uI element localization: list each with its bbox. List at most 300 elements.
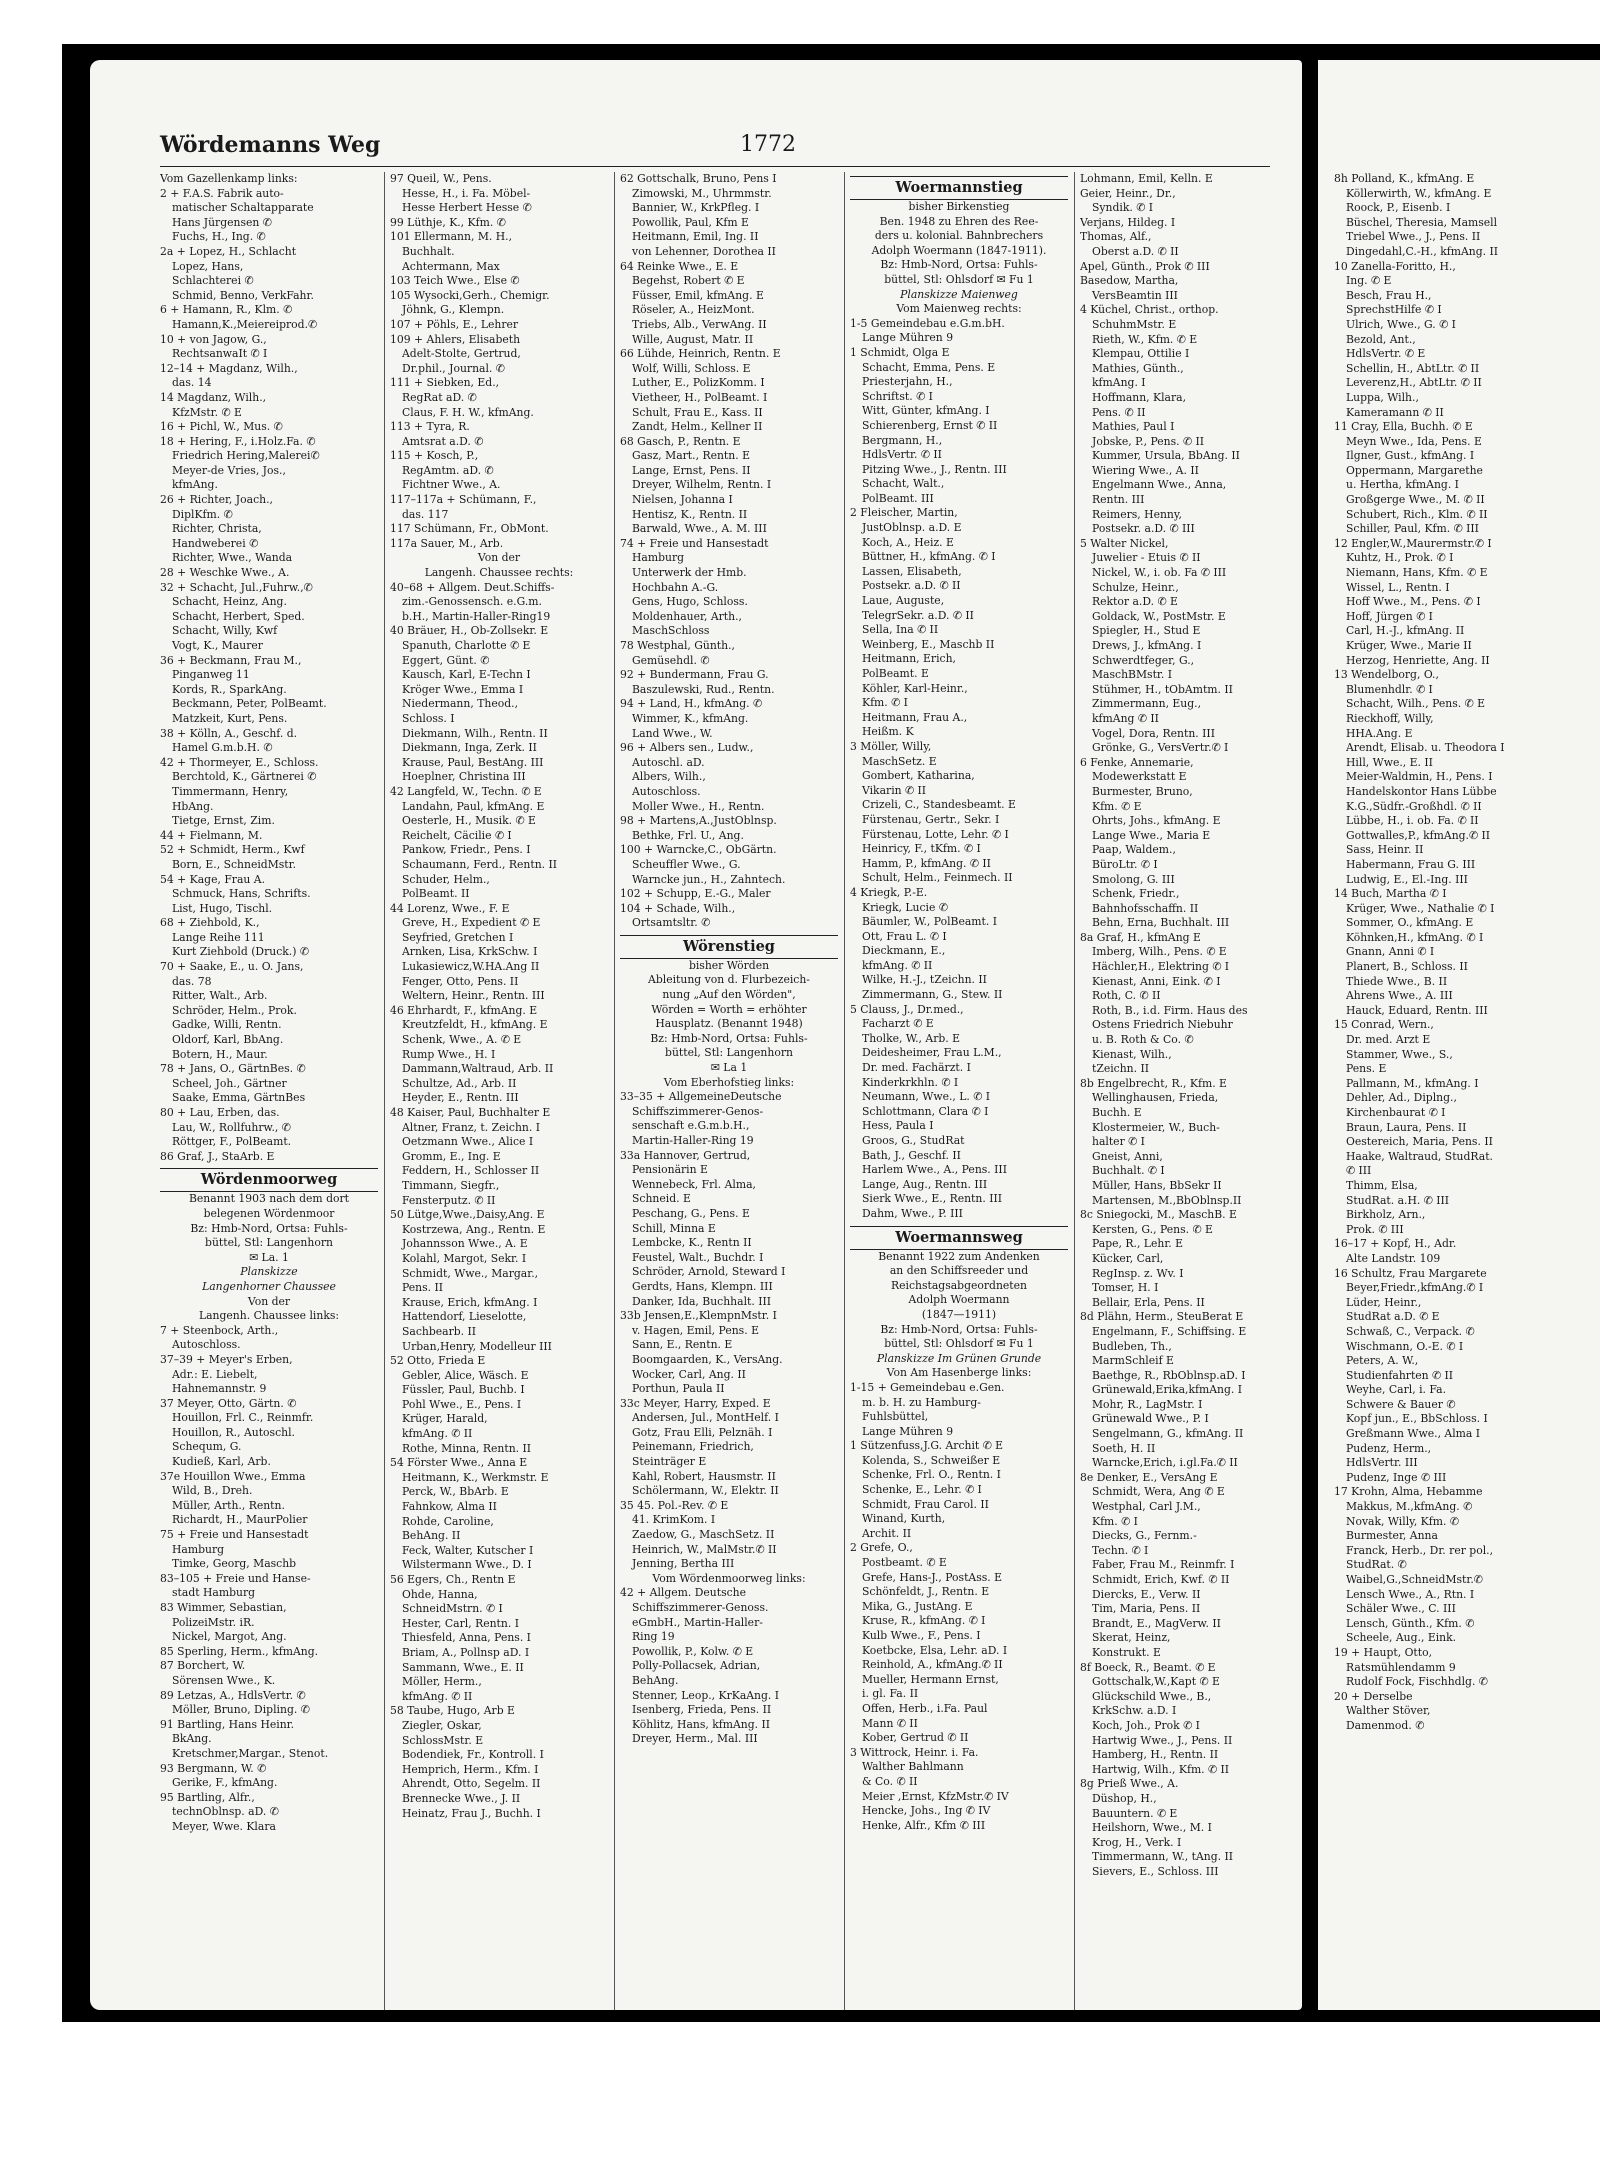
house-entry: 6 Fenke, Annemarie, [1080,755,1194,769]
resident-entry: RegAmtm. aD. ✆ [402,463,494,477]
house-entry: 33a Hannover, Gertrud, [620,1148,751,1162]
resident-entry: Engelmann, F., Schiffsing. E [1092,1324,1247,1338]
resident-entry: Berchtold, K., Gärtnerei ✆ [172,770,317,784]
house-entry: 1-5 Gemeindebau e.G.m.bH. [850,316,1005,330]
resident-entry: kfmAng. I [1092,376,1146,390]
resident-entry: Hans Jürgensen ✆ [172,215,272,229]
resident-entry: Nickel, Margot, Ang. [172,1630,287,1644]
resident-entry: VersBeamtin III [1092,288,1178,302]
resident-entry: Ritter, Walt., Arb. [172,989,268,1003]
resident-entry: Autoschloss. [172,1338,241,1352]
resident-entry: Neumann, Wwe., L. ✆ I [862,1090,991,1104]
resident-entry: Düshop, H., [1092,1791,1157,1805]
resident-entry: Gemüsehdl. ✆ [632,653,710,667]
resident-entry: Ludwig, E., El.-Ing. III [1346,872,1468,886]
resident-entry: das. 78 [172,974,212,988]
resident-entry: Gottschalk,W.,Kapt ✆ E [1092,1675,1220,1689]
resident-entry: Röseler, A., HeizMont. [632,303,755,317]
street-note: büttel, Stl: Langenhorn [205,1236,333,1250]
resident-entry: Ratsmühlendamm 9 [1346,1660,1456,1674]
resident-entry: Novak, Willy, Kfm. ✆ [1346,1514,1459,1528]
resident-entry: u. B. Roth & Co. ✆ [1092,1033,1194,1047]
resident-entry: PolBeamt. II [402,887,470,901]
resident-entry: Kersten, G., Pens. ✆ E [1092,1222,1213,1236]
resident-entry: Warncke,Erich, i.gl.Fa.✆ II [1092,1456,1238,1470]
house-entry: 1-15 + Gemeindebau e.Gen. [850,1380,1005,1394]
resident-entry: Moldenhauer, Arth., [632,609,742,623]
resident-entry: Albers, Wilh., [632,770,706,784]
resident-entry: Schult, Helm., Feinmech. II [862,871,1013,885]
column-6 [1334,172,1596,1734]
right-page [1318,60,1600,2010]
resident-entry: Zimmermann, Eug., [1092,697,1202,711]
house-entry: 8e Denker, E., VersAng E [1080,1470,1218,1484]
resident-entry: u. Hertha, kfmAng. I [1346,478,1459,492]
resident-entry: Ohrts, Johs., kfmAng. E [1092,814,1221,828]
street-note: Von der [247,1294,291,1308]
resident-entry: senschaft e.G.m.b.H., [632,1119,750,1133]
resident-entry: kfmAng. ✆ II [402,1427,473,1441]
resident-entry: Oppermann, Margarethe [1346,463,1483,477]
resident-entry: Kahl, Robert, Hausmstr. II [632,1469,776,1483]
resident-entry: Wilke, H.-J., tZeichn. II [862,973,987,987]
house-entry: 111 + Siebken, Ed., [390,376,500,390]
house-entry: Apel, Günth., Prok ✆ III [1080,259,1210,273]
resident-entry: Kolahl, Margot, Sekr. I [402,1251,527,1265]
resident-entry: Mika, G., JustAng. E [862,1599,973,1613]
resident-entry: Kfm. ✆ E [1092,799,1142,813]
street-note: ✉ La. 1 [249,1250,289,1264]
street-note: Von Am Hasenberge links: [886,1366,1032,1380]
house-entry: 8c Sniegocki, M., MaschB. E [1080,1208,1237,1222]
resident-entry: Wischmann, O.-E. ✆ I [1346,1339,1464,1353]
house-entry: 95 Bartling, Alfr., [160,1790,255,1804]
resident-entry: Mathies, Paul I [1092,420,1175,434]
house-entry: 44 + Fielmann, M. [160,828,263,842]
resident-entry: Paap, Waldem., [1092,843,1176,857]
house-entry: Basedow, Martha, [1080,274,1179,288]
resident-entry: Sella, Ina ✆ II [862,623,939,637]
resident-entry: Spanuth, Charlotte ✆ E [402,639,531,652]
resident-entry: Timmermann, Henry, [172,784,289,798]
resident-entry: Heißm. K [862,725,914,739]
resident-entry: Baethge, R., RbOblnsp.aD. I [1092,1368,1246,1382]
resident-entry: kfmAng ✆ II [1092,711,1159,725]
resident-entry: Hemprich, Herm., Kfm. I [402,1762,539,1776]
resident-entry: Modewerkstatt E [1092,770,1187,784]
house-entry: 115 + Kosch, P., [390,449,479,463]
resident-entry: Pens. E [1346,1062,1387,1076]
house-entry: 5 Walter Nickel, [1080,536,1169,550]
resident-entry: Kostrzewa, Ang., Rentn. E [402,1222,546,1236]
resident-entry: Gombert, Katharina, [862,769,975,783]
resident-entry: Schiller, Paul, Kfm. ✆ III [1346,522,1479,536]
column-divider [1074,172,1075,2010]
resident-entry: Heilshorn, Wwe., M. I [1092,1821,1212,1835]
resident-entry: Archit. II [862,1526,912,1540]
resident-entry: Offen, Herb., i.Fa. Paul [862,1701,988,1715]
resident-entry: Luppa, Wilh., [1346,390,1419,404]
resident-entry: Timmann, Siegfr., [402,1178,500,1192]
resident-entry: PolBeamt. E [862,667,929,680]
resident-entry: Krog, H., Verk. I [1092,1835,1182,1849]
resident-entry: Grefe, Hans-J., PostAss. E [862,1570,1003,1584]
resident-entry: kfmAng. ✆ II [402,1689,473,1703]
house-entry: 44 Lorenz, Wwe., F. E [390,901,510,915]
resident-entry: Gromm, E., Ing. E [402,1149,501,1163]
resident-entry: Hahnemannstr. 9 [172,1382,267,1396]
house-entry: 26 + Richter, Joach., [160,493,273,507]
street-note: ders u. kolonial. Bahnbrechers [874,229,1044,243]
resident-entry: Adr.: E. Liebelt, [172,1367,258,1381]
resident-entry: Weltern, Heinr., Rentn. III [402,989,545,1003]
house-entry: 56 Egers, Ch., Rentn E [390,1573,516,1586]
resident-entry: Rohde, Caroline, [402,1514,494,1528]
house-entry: 16–17 + Kopf, H., Adr. [1334,1237,1457,1251]
resident-entry: Autoschl. aD. [632,755,705,769]
resident-entry: Hentisz, K., Rentn. II [632,507,748,521]
resident-entry: Wissel, L., Rentn. I [1346,580,1450,594]
resident-entry: Köhnken,H., kfmAng. ✆ I [1346,930,1484,944]
resident-entry: Johannsson Wwe., A. E [402,1237,528,1251]
resident-entry: Hencke, Johs., Ing ✆ IV [862,1804,991,1818]
resident-entry: Facharzt ✆ E [862,1017,934,1031]
resident-entry: SprechstHilfe ✆ I [1346,303,1442,317]
resident-entry: Sachbearb. II [402,1324,477,1338]
resident-entry: Alte Landstr. 109 [1346,1251,1441,1265]
resident-entry: Hamann,K.,Meiereiprod.✆ [172,317,318,331]
resident-entry: Heitmann, Erich, [862,652,956,666]
resident-entry: Wocker, Carl, Ang. II [632,1367,746,1381]
street-note: Bz: Hmb-Nord, Ortsa: Fuhls- [880,1322,1038,1336]
resident-entry: Bath, J., Geschf. II [862,1148,961,1162]
resident-entry: 41. KrimKom. I [632,1513,716,1527]
resident-entry: Hartwig, Wilh., Kfm. ✆ II [1092,1762,1230,1776]
house-entry: 40 Bräuer, H., Ob-Zollsekr. E [390,624,549,638]
resident-entry: Niedermann, Theod., [402,697,519,711]
resident-entry: Roth, C. ✆ II [1092,989,1161,1003]
resident-entry: Zandt, Helm., Kellner II [632,420,763,434]
resident-entry: Martin-Haller-Ring 19 [632,1134,754,1147]
house-entry: 37 Meyer, Otto, Gärtn. ✆ [160,1396,297,1410]
house-entry: 3 Möller, Willy, [850,739,932,753]
resident-entry: Pudenz, Herm., [1346,1441,1432,1455]
resident-entry: Stühmer, H., tObAmtm. II [1092,682,1233,696]
resident-entry: Diekmann, Wilh., Rentn. II [402,726,548,740]
resident-entry: MaschBMstr. I [1092,668,1173,682]
resident-entry: Sammann, Wwe., E. II [402,1660,524,1674]
resident-entry: Claus, F. H. W., kfmAng. [402,405,534,419]
street-note: nung „Auf den Wörden", [662,988,796,1002]
resident-entry: TelegrSekr. a.D. ✆ II [862,608,974,622]
street-note: Hausplatz. (Benannt 1948) [655,1017,803,1031]
resident-entry: Burmester, Anna [1346,1529,1438,1543]
resident-entry: Meyer, Wwe. Klara [172,1819,276,1833]
resident-entry: StudRat. a.H. ✆ III [1346,1193,1450,1207]
resident-entry: Faber, Frau M., Reinmfr. I [1092,1558,1235,1572]
resident-entry: Schlottmann, Clara ✆ I [862,1104,989,1118]
street-note: Langenh. Chaussee links: [198,1309,340,1323]
house-entry: 58 Taube, Hugo, Arb E [390,1704,515,1718]
street-note: Bz: Hmb-Nord, Ortsa: Fuhls- [190,1221,348,1235]
house-entry: 14 Buch, Martha ✆ I [1334,887,1447,901]
house-entry: 91 Bartling, Hans Heinr. [160,1717,295,1731]
resident-entry: Schacht, Emma, Pens. E [862,360,996,374]
resident-entry: Groos, G., StudRat [862,1134,965,1147]
resident-entry: Schröder, Helm., Prok. [172,1003,297,1017]
resident-entry: Sievers, E., Schloss. III [1092,1864,1219,1878]
resident-entry: Peters, A. W., [1346,1354,1419,1368]
resident-entry: Sommer, O., kfmAng. E [1346,916,1474,930]
resident-entry: Feustel, Walt., Buchdr. I [632,1250,764,1264]
resident-entry: Klempau, Ottilie I [1092,347,1190,361]
street-note: Adolph Woermann [908,1293,1010,1307]
house-entry: 8d Plähn, Herm., SteuBerat E [1080,1310,1244,1324]
resident-entry: Heyder, E., Rentn. III [402,1091,519,1105]
resident-entry: das. 14 [172,376,212,390]
resident-entry: Ziegler, Oskar, [402,1718,482,1732]
resident-entry: Pape, R., Lehr. E [1092,1237,1184,1251]
resident-entry: Dr. med. Arzt E [1346,1033,1431,1047]
resident-entry: Pallmann, M., kfmAng. I [1346,1076,1479,1090]
resident-entry: Gebler, Alice, Wäsch. E [402,1368,529,1382]
left-page [90,60,1302,2010]
resident-entry: Houillon, Frl. C., Reinmfr. [172,1411,314,1425]
resident-entry: Perck, W., BbArb. E [402,1485,509,1499]
house-entry: 42 + Thormeyer, E., Schloss. [160,755,319,769]
resident-entry: Großgerge Wwe., M. ✆ II [1346,493,1485,507]
resident-entry: Matzkeit, Kurt, Pens. [172,711,288,725]
resident-entry: Grünewald,Erika,kfmAng. I [1092,1383,1243,1397]
resident-entry: Krüger, Harald, [402,1412,488,1426]
resident-entry: kfmAng. [172,478,218,492]
resident-entry: Ortsamtsltr. ✆ [632,916,711,930]
resident-entry: Pohl Wwe., E., Pens. I [402,1397,522,1411]
resident-entry: Reinhold, A., kfmAng.✆ II [862,1658,1003,1672]
house-entry: 42 + Allgem. Deutsche [620,1586,747,1600]
street-heading: Wördenmoorweg [160,1168,378,1192]
resident-entry: Rump Wwe., H. I [402,1047,496,1061]
house-entry: 8h Polland, K., kfmAng. E [1334,172,1475,185]
resident-entry: Buchhalt. [402,244,455,258]
resident-entry: Herzog, Henriette, Ang. II [1346,653,1490,667]
resident-entry: Mueller, Hermann Ernst, [862,1672,999,1686]
house-entry: 16 Schultz, Frau Margarete [1334,1266,1487,1280]
resident-entry: Besch, Frau H., [1346,288,1432,302]
book-gutter [1302,58,1318,2008]
resident-entry: Vietheer, H., PolBeamt. I [632,390,768,404]
resident-entry: Schneid. E [632,1192,691,1206]
resident-entry: PolBeamt. III [862,491,934,505]
resident-entry: Hoffmann, Klara, [1092,390,1187,404]
house-entry: 1 Schmidt, Olga E [850,345,950,359]
resident-entry: Heinricy, F., tKfm. ✆ I [862,842,981,856]
resident-entry: Bahnhofsschaffn. II [1092,901,1199,915]
resident-entry: Pensionärin E [632,1163,708,1177]
resident-entry: Lüder, Heinr., [1346,1295,1422,1309]
house-entry: 2 Fleischer, Martin, [850,506,958,520]
resident-entry: Walther Stöver, [1346,1704,1431,1718]
house-entry: 10 + von Jagow, G., [160,332,267,346]
house-entry: 54 Förster Wwe., Anna E [390,1456,528,1470]
house-entry: 68 Gasch, P., Rentn. E [620,434,741,448]
house-entry: 2 + F.A.S. Fabrik auto- [160,186,284,200]
resident-entry: Wennebeck, Frl. Alma, [632,1177,756,1191]
resident-entry: Postsekr. a.D. ✆ III [1092,522,1195,536]
resident-entry: Fuchs, H., Ing. ✆ [172,230,266,244]
resident-entry: technOblnsp. aD. ✆ [172,1805,279,1819]
resident-entry: Urban,Henry, Modelleur III [402,1339,552,1353]
resident-entry: Lange, Aug., Rentn. III [862,1177,988,1191]
resident-entry: Goldack, W., PostMstr. E [1092,609,1226,623]
house-entry: 33–35 + AllgemeineDeutsche [620,1090,782,1104]
house-entry: 107 + Pöhls, E., Lehrer [390,317,519,331]
resident-entry: Möller, Bruno, Dipling. ✆ [172,1703,310,1717]
house-entry: 28 + Weschke Wwe., A. [160,566,290,580]
resident-entry: Ing. ✆ E [1346,274,1392,288]
resident-entry: Diercks, E., Verw. II [1092,1587,1201,1601]
column-3 [620,172,838,1747]
resident-entry: Hoff, Jürgen ✆ I [1346,609,1433,623]
resident-entry: Grünewald Wwe., P. I [1092,1412,1209,1426]
resident-entry: RegInsp. z. Wv. I [1092,1266,1184,1280]
resident-entry: & Co. ✆ II [862,1774,918,1788]
resident-entry: Heinatz, Frau J., Buchh. I [402,1806,541,1820]
resident-entry: von Lehenner, Dorothea II [632,244,776,258]
house-entry: 5 Clauss, J., Dr.med., [850,1002,964,1016]
house-entry: 74 + Freie und Hansestadt [620,536,769,550]
resident-entry: Postsekr. a.D. ✆ II [862,579,961,593]
street-note: büttel, Stl: Langenhorn [665,1046,793,1060]
resident-entry: Kopf jun., E., BbSchloss. I [1346,1412,1488,1426]
resident-entry: StudRat. ✆ [1346,1558,1407,1572]
resident-entry: Timmermann, W., tAng. II [1092,1850,1234,1864]
house-entry: 52 + Schmidt, Herm., Kwf [160,843,305,857]
resident-entry: Friedrich Hering,Malerei✆ [172,449,320,463]
resident-entry: Techn. ✆ I [1092,1543,1149,1557]
resident-entry: Sengelmann, G., kfmAng. II [1092,1427,1244,1441]
column-5 [1080,172,1295,1879]
street-note: Vom Maienweg rechts: [896,302,1022,316]
resident-entry: Schmidt, Wwe., Margar., [402,1266,539,1280]
resident-entry: Ott, Frau L. ✆ I [862,929,947,943]
resident-entry: Schellin, H., AbtLtr. ✆ II [1346,361,1480,375]
resident-entry: eGmbH., Martin-Haller- [632,1615,763,1629]
resident-entry: Koch, A., Heiz. E [862,535,954,549]
house-entry: 2 Grefe, O., [850,1541,913,1555]
resident-entry: Glückschild Wwe., B., [1092,1689,1212,1703]
resident-entry: Triebel Wwe., J., Pens. II [1346,230,1481,244]
resident-entry: Andersen, Jul., MontHelf. I [632,1411,779,1425]
resident-entry: Vogt, K., Maurer [172,639,263,652]
house-entry: 80 + Lau, Erben, das. [160,1106,280,1119]
house-entry: 113 + Tyra, R. [390,420,470,434]
resident-entry: Jenning, Bertha III [632,1557,735,1571]
house-entry: 75 + Freie und Hansestadt [160,1528,309,1542]
resident-entry: Arnken, Lisa, KrkSchw. I [402,945,538,959]
house-entry: 117 Schümann, Fr., ObMont. [390,522,549,536]
resident-entry: ✆ III [1346,1164,1372,1178]
resident-entry: Lange, Ernst, Pens. II [632,463,751,477]
column-divider [844,172,845,2010]
resident-entry: Lembcke, K., Rentn II [632,1236,752,1250]
resident-entry: Krüger, Wwe., Nathalie ✆ I [1346,901,1495,915]
resident-entry: Prok. ✆ III [1346,1222,1404,1236]
resident-entry: Witt, Günter, kfmAng. I [862,404,990,418]
resident-entry: Fenger, Otto, Pens. II [402,974,519,988]
resident-entry: Bauuntern. ✆ E [1092,1806,1178,1820]
resident-entry: Köllerwirth, W., kfmAng. E [1346,186,1492,200]
house-entry: 93 Bergmann, W. ✆ [160,1761,267,1775]
resident-entry: Sann, E., Rentn. E [632,1338,733,1352]
resident-entry: BkAng. [172,1732,212,1746]
resident-entry: Köhler, Karl-Heinr., [862,681,968,695]
house-entry: 96 + Albers sen., Ludw., [620,741,754,755]
resident-entry: Rentn. III [1092,493,1145,507]
resident-entry: Richter, Christa, [172,522,262,536]
house-entry: 35 45. Pol.-Rev. ✆ E [620,1498,729,1512]
resident-entry: Lau, W., Rollfuhrw., ✆ [172,1120,291,1134]
resident-entry: Saake, Emma, GärtnBes [172,1091,306,1105]
resident-entry: Oberst a.D. ✆ II [1092,244,1179,258]
street-note: ✉ La 1 [710,1061,748,1075]
resident-entry: Priesterjahn, H., [862,375,953,389]
house-entry: 4 Kriegk, P.-E. [850,885,928,899]
house-entry: 19 + Haupt, Otto, [1334,1645,1433,1659]
house-entry: 12–14 + Magdanz, Wilh., [160,361,298,375]
resident-entry: Büschel, Theresia, Mamsell [1346,215,1498,229]
resident-entry: Fichtner Wwe., A. [402,478,501,492]
resident-entry: Gens, Hugo, Schloss. [632,595,748,609]
house-entry: 38 + Kölln, A., Geschf. d. [160,726,298,740]
resident-entry: Schlachterei ✆ [172,274,254,288]
resident-entry: Schequm, G. [172,1440,242,1454]
house-entry: 14 Magdanz, Wilh., [160,390,267,404]
resident-entry: Schmuck, Hans, Schrifts. [172,887,311,901]
house-entry: 12 Engler,W.,Maurermstr.✆ I [1334,536,1492,550]
resident-entry: Jöhnk, G., Klempn. [402,303,505,317]
resident-entry: Stenner, Leop., KrKaAng. I [632,1688,780,1702]
resident-entry: Hochbahn A.-G. [632,580,719,594]
resident-entry: DiplKfm. ✆ [172,507,233,521]
street-note: büttel, Stl: Ohlsdorf ✉ Fu 1 [884,1337,1034,1351]
resident-entry: Barwald, Wwe., A. M. III [632,522,767,536]
resident-entry: Hill, Wwe., E. II [1346,755,1433,769]
house-entry: 117–117a + Schümann, F., [390,493,537,507]
resident-entry: Röttger, F., PolBeamt. [172,1135,292,1149]
house-entry: 78 Westphal, Günth., [620,639,735,652]
resident-entry: Kausch, Karl, E-Techn I [402,668,531,682]
resident-entry: Ilgner, Gust., kfmAng. I [1346,449,1475,463]
house-entry: 8f Boeck, R., Beamt. ✆ E [1080,1660,1216,1674]
resident-entry: Franck, Herb., Dr. rer pol., [1346,1543,1494,1557]
resident-entry: Kfm. ✆ I [862,696,908,710]
house-entry: 99 Lüthje, K., Kfm. ✆ [390,215,506,229]
resident-entry: Nielsen, Johanna I [632,493,733,507]
resident-entry: Meyn Wwe., Ida, Pens. E [1346,434,1482,448]
resident-entry: Warncke jun., H., Zahntech. [632,872,786,886]
house-entry: 100 + Warncke,C., ObGärtn. [620,843,777,857]
column-divider [614,172,615,2010]
resident-entry: Schloss. I [402,711,455,725]
resident-entry: Wille, August, Matr. II [632,332,754,346]
house-entry: 104 + Schade, Wilh., [620,901,736,915]
resident-entry: Konstrukt. E [1092,1645,1161,1659]
resident-entry: Hester, Carl, Rentn. I [402,1616,519,1630]
house-entry: 17 Krohn, Alma, Hebamme [1334,1485,1483,1499]
resident-entry: Dingedahl,C.-H., kfmAng. II [1346,244,1499,258]
plan-reference: Planskizze Maienweg [900,287,1018,301]
